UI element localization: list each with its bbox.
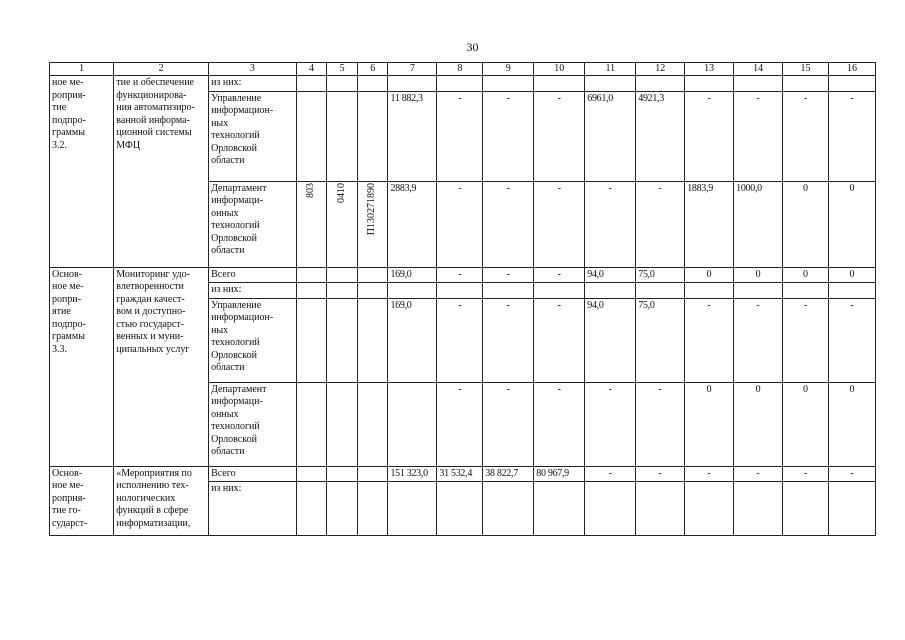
empty-cell: [296, 283, 327, 299]
code-cell: [357, 181, 388, 267]
ministry-code: 803: [305, 182, 317, 198]
table-row: [50, 76, 876, 92]
value-cell: 6961,0: [585, 91, 636, 181]
column-header: 12: [636, 63, 685, 76]
column-header: 2: [114, 63, 209, 76]
column-number-row: [50, 63, 876, 76]
value-cell: -: [685, 298, 734, 382]
empty-cell: [783, 283, 829, 299]
value-cell: 94,0: [585, 267, 636, 283]
page-number: 30: [466, 40, 479, 54]
value-cell: 0: [685, 267, 734, 283]
empty-cell: [734, 283, 783, 299]
empty-cell: [828, 76, 875, 92]
executor-cell: [209, 91, 297, 181]
value-cell: 0: [828, 181, 875, 267]
empty-cell: [783, 482, 829, 536]
empty-cell: [388, 382, 437, 466]
value-cell: -: [734, 298, 783, 382]
value-cell: 0: [734, 267, 783, 283]
value-cell: -: [783, 298, 829, 382]
value-cell: -: [636, 382, 685, 466]
empty-cell: [327, 298, 358, 382]
column-header: 14: [734, 63, 783, 76]
column-header: 9: [483, 63, 534, 76]
column-header: 1: [50, 63, 114, 76]
empty-cell: [685, 283, 734, 299]
empty-cell: [483, 76, 534, 92]
row-label: Всего: [209, 466, 297, 482]
value-cell: -: [437, 267, 483, 283]
value-cell: 4921,3: [636, 91, 685, 181]
value-cell: 0: [783, 382, 829, 466]
value-cell: -: [483, 298, 534, 382]
executor-name: Управление информацион- ных технологий Орловской области: [211, 92, 274, 166]
empty-cell: [388, 76, 437, 92]
value-cell: -: [534, 267, 585, 283]
code-cell: [327, 181, 358, 267]
value-cell: -: [483, 181, 534, 267]
empty-cell: [585, 283, 636, 299]
empty-cell: [534, 76, 585, 92]
value-cell: 169,0: [388, 267, 437, 283]
value-cell: -: [828, 466, 875, 482]
row-label: из них:: [209, 482, 297, 536]
empty-cell: [437, 482, 483, 536]
budget-table: [49, 62, 876, 536]
empty-cell: [327, 382, 358, 466]
row-label: из них:: [209, 76, 297, 92]
empty-cell: [437, 76, 483, 92]
value-cell: 75,0: [636, 267, 685, 283]
value-cell: -: [483, 267, 534, 283]
column-header: 13: [685, 63, 734, 76]
value-cell: -: [636, 466, 685, 482]
value-cell: -: [534, 382, 585, 466]
activity-code-cell: [50, 76, 114, 268]
value-cell: -: [636, 181, 685, 267]
empty-cell: [296, 91, 327, 181]
activity-name: Мониторинг удо- влетворенности граждан качест- вом и доступно- стью государст- венных и муни- ципальных услуг: [116, 268, 190, 355]
empty-cell: [534, 482, 585, 536]
empty-cell: [296, 267, 327, 283]
column-header: 15: [783, 63, 829, 76]
executor-name: Департамент информаци- онных технологий Орловской области: [211, 182, 267, 256]
empty-cell: [636, 76, 685, 92]
column-header: 11: [585, 63, 636, 76]
value-cell: 0: [783, 181, 829, 267]
activity-name: тие и обеспечение функционирова- ния автоматизиро- ванной информа- ционной системы МФЦ: [116, 77, 195, 151]
value-cell: -: [437, 298, 483, 382]
activity-code: Основ- ное ме- ропрня- тие го- сударст-: [52, 467, 88, 529]
executor-name: Управление информацион- ных технологий Орловской области: [211, 299, 274, 373]
empty-cell: [685, 76, 734, 92]
empty-cell: [327, 283, 358, 299]
empty-cell: [327, 76, 358, 92]
value-cell: -: [483, 91, 534, 181]
empty-cell: [585, 482, 636, 536]
value-cell: -: [783, 91, 829, 181]
value-cell: -: [685, 91, 734, 181]
column-header: 10: [534, 63, 585, 76]
value-cell: 1883,9: [685, 181, 734, 267]
value-cell: 80 967,9: [534, 466, 585, 482]
value-cell: 0: [828, 267, 875, 283]
value-cell: 0: [783, 267, 829, 283]
value-cell: 94,0: [585, 298, 636, 382]
value-cell: -: [534, 298, 585, 382]
activity-code-cell: [50, 267, 114, 466]
column-header: 3: [209, 63, 297, 76]
empty-cell: [357, 482, 388, 536]
empty-cell: [357, 76, 388, 92]
value-cell: -: [828, 91, 875, 181]
empty-cell: [585, 76, 636, 92]
empty-cell: [636, 283, 685, 299]
empty-cell: [357, 466, 388, 482]
executor-cell: [209, 181, 297, 267]
empty-cell: [327, 482, 358, 536]
value-cell: -: [685, 466, 734, 482]
empty-cell: [685, 482, 734, 536]
value-cell: 0: [685, 382, 734, 466]
code-cell: [296, 181, 327, 267]
empty-cell: [828, 283, 875, 299]
value-cell: 0: [828, 382, 875, 466]
empty-cell: [388, 482, 437, 536]
activity-name: «Мероприятия по исполнению тех- нологических функций в сфере информатизации,: [116, 467, 192, 529]
value-cell: 2883,9: [388, 181, 437, 267]
value-cell: -: [585, 382, 636, 466]
empty-cell: [828, 482, 875, 536]
empty-cell: [357, 298, 388, 382]
empty-cell: [357, 91, 388, 181]
value-cell: 1000,0: [734, 181, 783, 267]
value-cell: 38 822,7: [483, 466, 534, 482]
value-cell: -: [437, 91, 483, 181]
value-cell: 151 323,0: [388, 466, 437, 482]
empty-cell: [296, 482, 327, 536]
empty-cell: [296, 382, 327, 466]
empty-cell: [534, 283, 585, 299]
executor-cell: [209, 298, 297, 382]
empty-cell: [357, 283, 388, 299]
value-cell: 75,0: [636, 298, 685, 382]
table-row: [50, 466, 876, 482]
empty-cell: [357, 382, 388, 466]
value-cell: -: [585, 466, 636, 482]
activity-code-cell: [50, 466, 114, 536]
empty-cell: [296, 76, 327, 92]
column-header: 7: [388, 63, 437, 76]
row-label: Всего: [209, 267, 297, 283]
activity-name-cell: [114, 76, 209, 268]
activity-code: ное ме- роприя- тие подпро- граммы 3.2.: [52, 77, 86, 151]
value-cell: -: [783, 466, 829, 482]
column-header: 16: [828, 63, 875, 76]
value-cell: 0: [734, 382, 783, 466]
empty-cell: [327, 267, 358, 283]
column-header: 4: [296, 63, 327, 76]
target-article-code: П130271890: [366, 182, 378, 235]
empty-cell: [734, 482, 783, 536]
column-header: 6: [357, 63, 388, 76]
empty-cell: [327, 91, 358, 181]
empty-cell: [437, 283, 483, 299]
table-row: [50, 267, 876, 283]
empty-cell: [357, 267, 388, 283]
empty-cell: [388, 283, 437, 299]
empty-cell: [783, 76, 829, 92]
value-cell: -: [828, 298, 875, 382]
executor-cell: [209, 382, 297, 466]
column-header: 5: [327, 63, 358, 76]
value-cell: -: [534, 91, 585, 181]
activity-name-cell: [114, 466, 209, 536]
empty-cell: [327, 466, 358, 482]
value-cell: -: [437, 181, 483, 267]
row-label: из них:: [209, 283, 297, 299]
column-header: 8: [437, 63, 483, 76]
executor-name: Департамент информаци- онных технологий Орловской области: [211, 383, 267, 457]
empty-cell: [483, 283, 534, 299]
empty-cell: [296, 466, 327, 482]
value-cell: -: [437, 382, 483, 466]
value-cell: -: [585, 181, 636, 267]
value-cell: -: [734, 91, 783, 181]
empty-cell: [483, 482, 534, 536]
value-cell: -: [483, 382, 534, 466]
value-cell: -: [534, 181, 585, 267]
activity-code: Основ- ное ме- ропри- ятие подпро- граммы 3.3.: [52, 268, 86, 355]
value-cell: 11 882,3: [388, 91, 437, 181]
value-cell: 31 532,4: [437, 466, 483, 482]
section-code: 0410: [335, 182, 347, 203]
empty-cell: [734, 76, 783, 92]
value-cell: -: [734, 466, 783, 482]
empty-cell: [636, 482, 685, 536]
activity-name-cell: [114, 267, 209, 466]
empty-cell: [296, 298, 327, 382]
value-cell: 169,0: [388, 298, 437, 382]
